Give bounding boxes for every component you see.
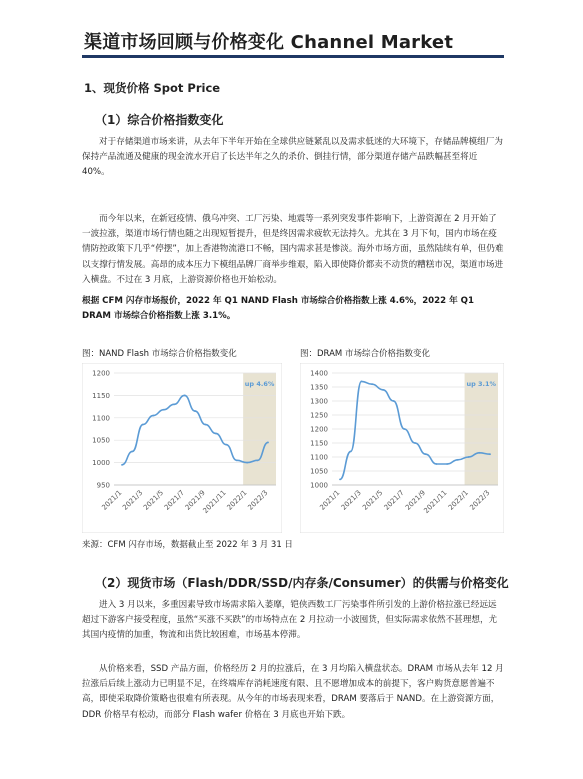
y-tick-label: 1200	[310, 425, 328, 434]
nand-chart-svg	[82, 363, 282, 533]
y-tick-label: 1000	[92, 459, 110, 468]
page-title: 渠道市场回顾与价格变化 Channel Market	[84, 32, 454, 53]
y-tick-label: 1300	[310, 397, 328, 406]
annotation-label: up 4.6%	[244, 380, 275, 388]
y-tick-label: 950	[96, 481, 110, 490]
x-tick-label: 2021/5	[142, 488, 166, 512]
section-heading-spot-price: 1、现货价格 Spot Price	[84, 81, 221, 95]
title-rule	[82, 55, 504, 58]
paragraph-2	[82, 212, 504, 288]
nand-price-chart	[82, 363, 282, 533]
data-point	[425, 453, 427, 455]
data-point	[194, 410, 196, 412]
paragraph-3	[82, 598, 504, 644]
paragraph-1-text: 对于存储渠道市场来讲，从去年下半年开始在全球供应链紧乱以及需求低迷的大环境下，存储品牌模组厂为保持产品流通及健康的现金流水开启了长达半年之久的杀价、倒挂行情，部分渠道存储产品跌幅甚至将近 40%。	[82, 137, 503, 178]
data-point	[152, 415, 154, 417]
summary-paragraph: 根据 CFM 闪存市场报价，2022 年 Q1 NAND Flash 市场综合价格指数上涨 4.6%，2022 年 Q1 DRAM 市场综合价格指数上涨 3.1%。	[82, 296, 474, 322]
data-point	[468, 456, 470, 458]
data-point	[489, 453, 491, 455]
y-tick-label: 1400	[310, 369, 328, 378]
data-point	[350, 451, 352, 453]
x-tick-label: 2021/9	[183, 488, 207, 512]
data-point	[267, 442, 269, 444]
y-tick-label: 1150	[92, 391, 110, 400]
data-point	[393, 400, 395, 402]
data-point	[215, 433, 217, 435]
y-tick-label: 1050	[92, 436, 110, 445]
subsection-heading-price-index: （1）综合价格指数变化	[95, 113, 224, 127]
data-point	[225, 444, 227, 446]
data-point	[132, 451, 134, 453]
paragraph-4	[82, 662, 504, 723]
dram-price-chart	[300, 363, 504, 533]
y-tick-label: 1250	[310, 411, 328, 420]
x-tick-label: 2021/5	[361, 488, 385, 512]
paragraph-1	[82, 135, 504, 181]
data-point	[457, 459, 459, 461]
paragraph-3-text: 进入 3 月以来，多重因素导致市场需求陷入萎靡，铠侠西数工厂污染事件所引发的上游价格拉涨已经远远超过下游客户接受程度，虽然“买涨不买跌”的市场特点在 2 月拉动一小波囤货，但实际需求依然不甚理想，尤其国内疫情的加重，物流和出货比较困难，市场基本停滞。	[82, 600, 498, 641]
nand-figure-caption: 图：NAND Flash 市场综合价格指数变化	[82, 349, 237, 359]
data-point	[205, 424, 207, 426]
data-point	[436, 463, 438, 465]
data-point	[121, 464, 123, 466]
data-point	[382, 389, 384, 391]
highlight-band	[243, 373, 276, 485]
x-tick-label: 2022/1	[446, 488, 470, 512]
x-tick-label: 2021/3	[339, 488, 363, 512]
y-tick-label: 1200	[92, 369, 110, 378]
x-tick-label: 2021/11	[201, 488, 228, 515]
data-point	[371, 383, 373, 385]
y-tick-label: 1100	[310, 453, 328, 462]
paragraph-4-text: 从价格来看，SSD 产品方面，价格经历 2 月的拉涨后，在 3 月均陷入横盘状态。DRAM 市场从去年 12 月拉涨后后续上涨动力已明显不足，在终端库存消耗速度有限、且不愿增加成本的前提下，客户购货意愿普遍不高，即使采取降价策略也很难有所表现。从今年的市场表现来看，DRAM 要落后于 NAND。在上游资源方面，DDR 价格早有松动，而部分 Flash wafer 价格在 3 月底也开始下跌。	[82, 664, 504, 720]
x-tick-label: 2021/7	[382, 488, 406, 512]
figure-source-note: 来源：CFM 闪存市场，数据截止至 2022 年 3 月 31 日	[82, 540, 293, 550]
y-tick-label: 1100	[92, 414, 110, 423]
data-point	[361, 381, 363, 383]
y-tick-label: 1350	[310, 383, 328, 392]
data-point	[257, 459, 259, 461]
y-tick-label: 1150	[310, 439, 328, 448]
data-point	[173, 403, 175, 405]
data-point	[414, 442, 416, 444]
dram-chart-svg	[300, 363, 504, 533]
data-point	[339, 479, 341, 481]
y-tick-label: 1000	[310, 481, 328, 490]
x-tick-label: 2021/11	[422, 488, 449, 515]
x-tick-label: 2022/1	[225, 488, 249, 512]
y-tick-label: 1050	[310, 467, 328, 476]
data-point	[163, 409, 165, 411]
annotation-label: up 3.1%	[466, 380, 497, 388]
data-point	[184, 395, 186, 397]
data-point	[403, 428, 405, 430]
data-point	[142, 424, 144, 426]
data-point	[446, 463, 448, 465]
x-tick-label: 2022/3	[468, 488, 492, 512]
subsection-heading-supply-demand: （2）现货市场（Flash/DDR/SSD/内存条/Consumer）的供需与价格变化	[95, 576, 509, 590]
dram-figure-caption: 图：DRAM 市场综合价格指数变化	[300, 349, 430, 359]
data-point	[246, 462, 248, 464]
x-tick-label: 2022/3	[246, 488, 270, 512]
x-tick-label: 2021/1	[100, 488, 124, 512]
data-point	[478, 452, 480, 454]
data-point	[236, 459, 238, 461]
x-tick-label: 2021/3	[121, 488, 145, 512]
x-tick-label: 2021/1	[318, 488, 342, 512]
x-tick-label: 2021/7	[162, 488, 186, 512]
paragraph-2-text: 而今年以来，在新冠疫情、俄乌冲突、工厂污染、地震等一系列突发事件影响下，上游资源在 2 月开始了一波拉涨，渠道市场行情也随之出现短暂提升，但是终因需求疲软无法持久。尤其在 3 月下旬，国内市场在疫情防控政策下几乎“停摆”，加上香港物流港口不畅，国内需求甚是惨淡。海外市场方面，虽然陆续有单，但仍难以支撑行情发展。高昂的成本压力下模组品牌厂商举步维艰，陷入即使降价都卖不动货的糟糕市况，渠道市场进入横盘。不过在 3 月底，上游资源价格也开始松动。	[82, 214, 504, 285]
x-tick-label: 2021/9	[404, 488, 428, 512]
